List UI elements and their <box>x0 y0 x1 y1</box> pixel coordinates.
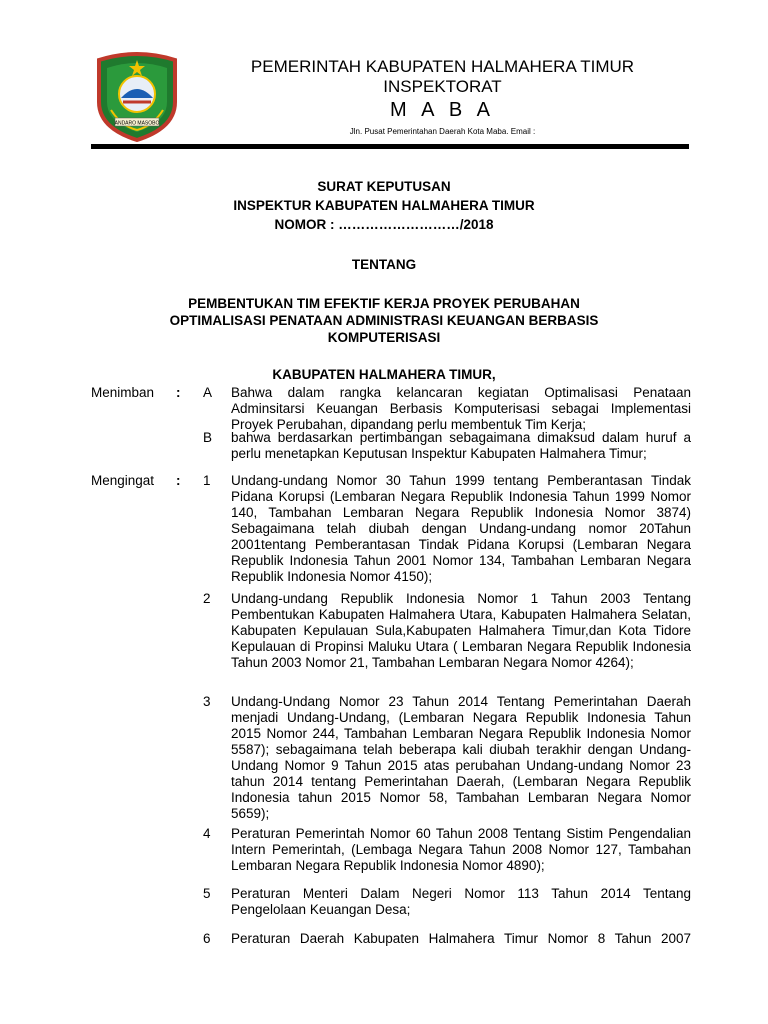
mengingat-item-4-text: Peraturan Pemerintah Nomor 60 Tahun 2008 Tentang Sistim Pengendalian Intern Pemerintah, (Lembaga Negara Tahun 2008 Nomor 127, Tambahan Lembaran Negara Republik Indonesia Nomor 4890); <box>231 826 691 873</box>
menimbang-item-b-number: B <box>203 430 213 445</box>
mengingat-item-6-text: Peraturan Daerah Kabupaten Halmahera Timur Nomor 8 Tahun 2007 <box>231 931 691 946</box>
menimbang-item-a-number: A <box>203 385 213 400</box>
mengingat-item-2-text: Undang-undang Republik Indonesia Nomor 1 Tahun 2003 Tentang Pembentukan Kabupaten Halmahera Utara, Kabupaten Halmahera Selatan, Kabupaten Kepulauan Sula,Kabupaten Halmahera Timur,dan Kota Tidore Kepulauan di Propinsi Maluku Utara ( Lembaran Negara Republik Indonesia Tahun 2003 Nomor 21, Tambahan Lembaran Negara Nomor 4264); <box>231 591 691 670</box>
mengingat-item-2-number: 2 <box>203 591 211 606</box>
mengingat-item-4-number: 4 <box>203 826 211 841</box>
menimbang-item-b-text: bahwa berdasarkan pertimbangan sebagaimana dimaksud dalam huruf a perlu menetapkan Keputusan Inspektur Kabupaten Halmahera Timur; <box>231 430 691 461</box>
letterhead-line-2: INSPEKTORAT <box>383 77 502 96</box>
subject-line-2: OPTIMALISASI PENATAAN ADMINISTRASI KEUANGAN BERBASIS <box>169 313 599 328</box>
mengingat-item-3-number: 3 <box>203 694 211 709</box>
decree-title: SURAT KEPUTUSAN <box>317 179 451 194</box>
letterhead-line-1: PEMERINTAH KABUPATEN HALMAHERA TIMUR <box>250 57 635 76</box>
menimbang-item-a-text: Bahwa dalam rangka kelancaran kegiatan Optimalisasi Penataan Adminsitarsi Keuangan Berbasis Komputerisasi sebagai Implementasi Proyek Perubahan, dipandang perlu membentuk Tim Kerja; <box>231 385 691 432</box>
mengingat-item-5-text: Peraturan Menteri Dalam Negeri Nomor 113 Tahun 2014 Tentang Pengelolaan Keuangan Desa; <box>231 886 691 917</box>
logo-motto-text: ANDARO MASOBO <box>114 120 160 127</box>
letterhead-line-3: M A B A <box>389 99 496 121</box>
mengingat-colon: : <box>176 473 181 488</box>
mengingat-item-1-number: 1 <box>203 473 211 488</box>
subject-line-3: KOMPUTERISASI <box>327 330 441 345</box>
mengingat-item-3-text: Undang-Undang Nomor 23 Tahun 2014 Tentang Pemerintahan Daerah menjadi Undang-Undang, (Lembaran Negara Republik Indonesia Tahun 2015 Nomor 244, Tambahan Lembaran Negara Republik Indonesia Nomor 5587); sebagaimana telah beberapa kali diubah terakhir dengan Undang-Undang Nomor 9 Tahun 2015 atas perubahan Undang-undang Nomor 23 tahun 2014 tentang Pemerintahan Daerah, (Lembaran Negara Republik Indonesia tahun 2015 Nomor 58, Tambahan Lembaran Negara Nomor 5659); <box>231 694 691 821</box>
tentang-heading: TENTANG <box>351 257 417 272</box>
regency-emblem-logo <box>91 50 183 142</box>
region-heading: KABUPATEN HALMAHERA TIMUR, <box>272 367 496 382</box>
letterhead-address: Jln. Pusat Pemerintahan Daerah Kota Maba. Email : <box>349 127 536 136</box>
mengingat-label: Mengingat <box>91 473 155 488</box>
letterhead <box>210 57 675 139</box>
menimbang-label: Menimban <box>91 385 155 400</box>
decree-number: NOMOR : ………………………/2018 <box>274 217 494 232</box>
subject-line-1: PEMBENTUKAN TIM EFEKTIF KERJA PROYEK PERUBAHAN <box>188 296 580 311</box>
mengingat-item-1-text: Undang-undang Nomor 30 Tahun 1999 tentang Pemberantasan Tindak Pidana Korupsi (Lembaran Negara Republik Indonesia Tahun 1999 Nomor 140, Tambahan Lembaran Negara Republik Indonesia Nomor 3874) Sebagaimana telah diubah dengan Undang-undang nomor 20Tahun 2001tentang Pemberantasan Tindak Pidana Korupsi (Lembaran Negara Republik Indonesia Tahun 2001 Nomor 134, Tambahan Lembaran Negara Republik Indonesia Nomor 4150); <box>231 473 691 584</box>
mengingat-item-5-number: 5 <box>203 886 211 901</box>
menimbang-colon: : <box>176 385 181 400</box>
mengingat-item-6-number: 6 <box>203 931 211 946</box>
decree-issuer: INSPEKTUR KABUPATEN HALMAHERA TIMUR <box>233 198 535 213</box>
letterhead-divider <box>91 144 689 149</box>
